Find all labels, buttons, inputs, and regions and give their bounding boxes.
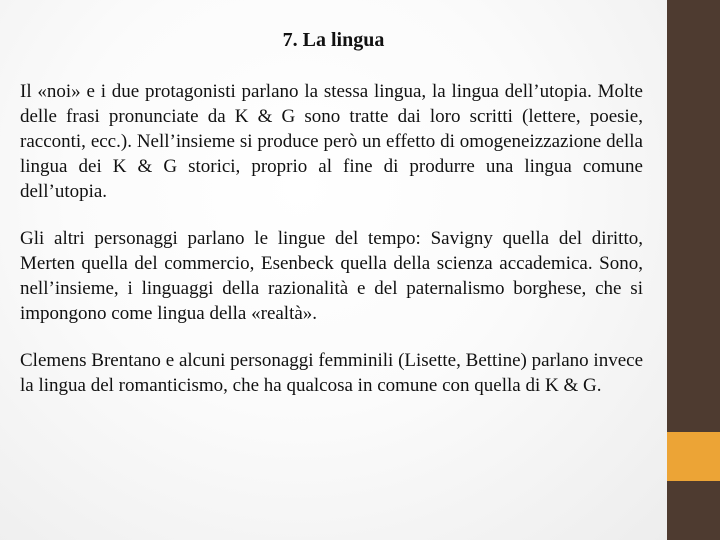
paragraph-romanticismo: Clemens Brentano e alcuni personaggi femminili (Lisette, Bettine) parlano invece la lingua del romanticismo, che ha qualcosa in comune con quella di K & G. bbox=[20, 350, 643, 396]
slide-title: 7. La lingua bbox=[282, 29, 385, 51]
slide-body bbox=[20, 79, 643, 420]
decorative-sidebar bbox=[667, 0, 720, 540]
sidebar-accent-block bbox=[667, 432, 720, 481]
paragraph-altri-personaggi: Gli altri personaggi parlano le lingue del tempo: Savigny quella del diritto, Merten quella del commercio, Esenbeck quella della scienza accademica. Sono, nell’insieme, i linguaggi della razionalità e del paternalismo borghese, che si impongono come lingua della «realtà». bbox=[20, 228, 643, 324]
paragraph-lingua-utopia: Il «noi» e i due protagonisti parlano la stessa lingua, la lingua dell’utopia. Molte delle frasi pronunciate da K & G sono tratte dai loro scritti (lettere, poesie, racconti, ecc.). Nell’insieme si produce però un effetto di omogeneizzazione della lingua dei K & G storici, proprio al fine di produrre una lingua comune dell’utopia. bbox=[20, 81, 643, 202]
